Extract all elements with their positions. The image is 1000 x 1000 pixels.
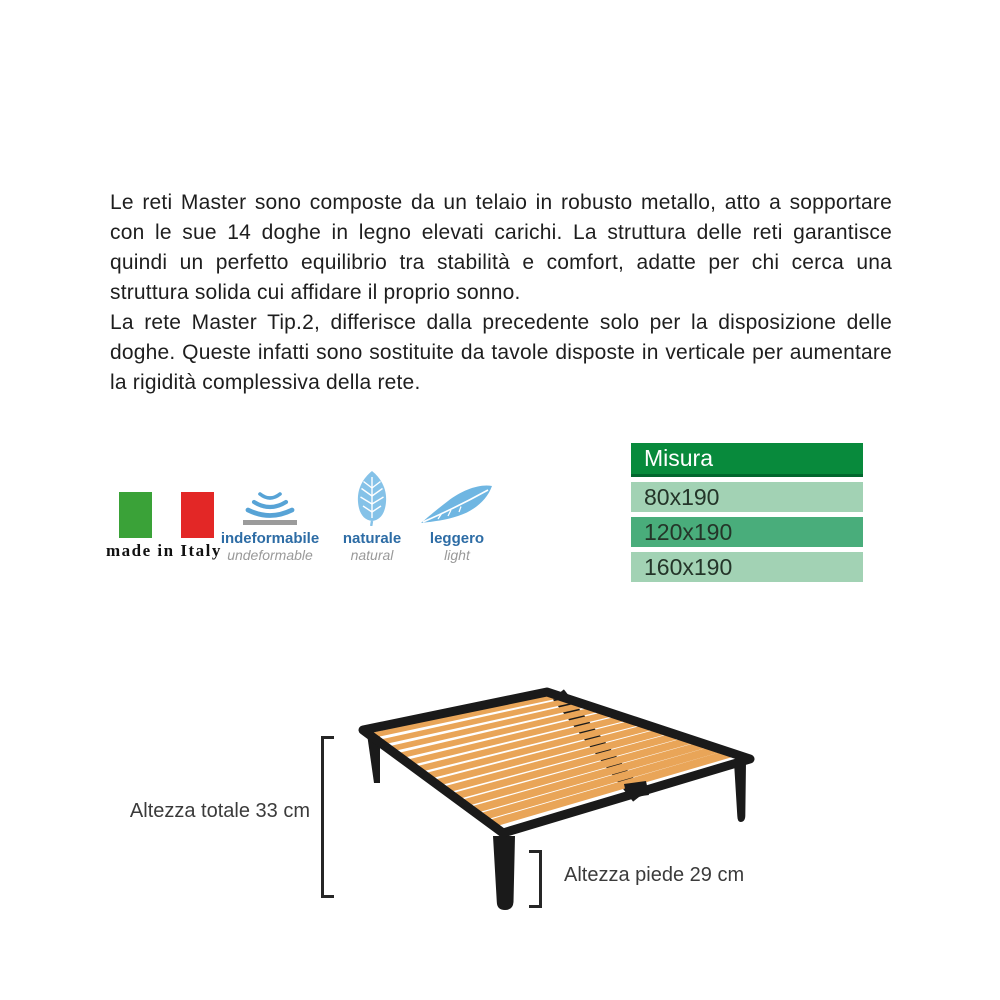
size-row-80x190: 80x190 [631,482,863,512]
feature-sublabel: undeformable [227,547,313,563]
made-in-italy-badge [106,490,222,561]
made-in-italy-label: made in Italy [106,541,222,560]
foot-height-bracket [529,850,542,908]
size-table [631,443,863,582]
size-row-120x190: 120x190 [631,517,863,547]
product-description [110,188,892,398]
bed-leg-right [734,762,746,822]
feature-label: leggero [429,530,485,547]
feature-sublabel: light [444,547,470,563]
feature-indeformabile [220,470,320,563]
feature-label: naturale [342,530,402,547]
bed-frame-image [330,650,790,940]
size-row-160x190: 160x190 [631,552,863,582]
description-paragraph-2: La rete Master Tip.2, differisce dalla precedente solo per la disposizione delle doghe. Queste infatti sono sostituite da tavole disposte in verticale per aumentare la rigidità complessiva della rete. [110,311,892,394]
flag-green-stripe [119,492,152,538]
size-table-header: Misura [631,443,863,477]
bed-leg-front [493,836,515,910]
feature-leggero [412,470,502,563]
total-height-label: Altezza totale 33 cm [129,800,310,822]
total-height-bracket [321,736,334,898]
feature-sublabel: natural [350,547,394,563]
flag-red-stripe [181,492,214,538]
description-paragraph-1: Le reti Master sono composte da un telaio in robusto metallo, atto a sopportare con le sue 14 doghe in legno elevati carichi. La struttura delle reti garantisce quindi un perfetto equilibrio tra stabilità e comfort, adatte per chi cerca una struttura solida cui affidare il proprio sonno. [110,191,892,304]
feature-naturale [327,470,417,563]
springs-icon [220,470,320,526]
feather-icon [412,470,502,526]
feature-label: indeformabile [220,530,320,547]
foot-height-label: Altezza piede 29 cm [564,864,745,886]
leaf-icon [327,470,417,526]
italy-flag-icon [112,490,208,538]
